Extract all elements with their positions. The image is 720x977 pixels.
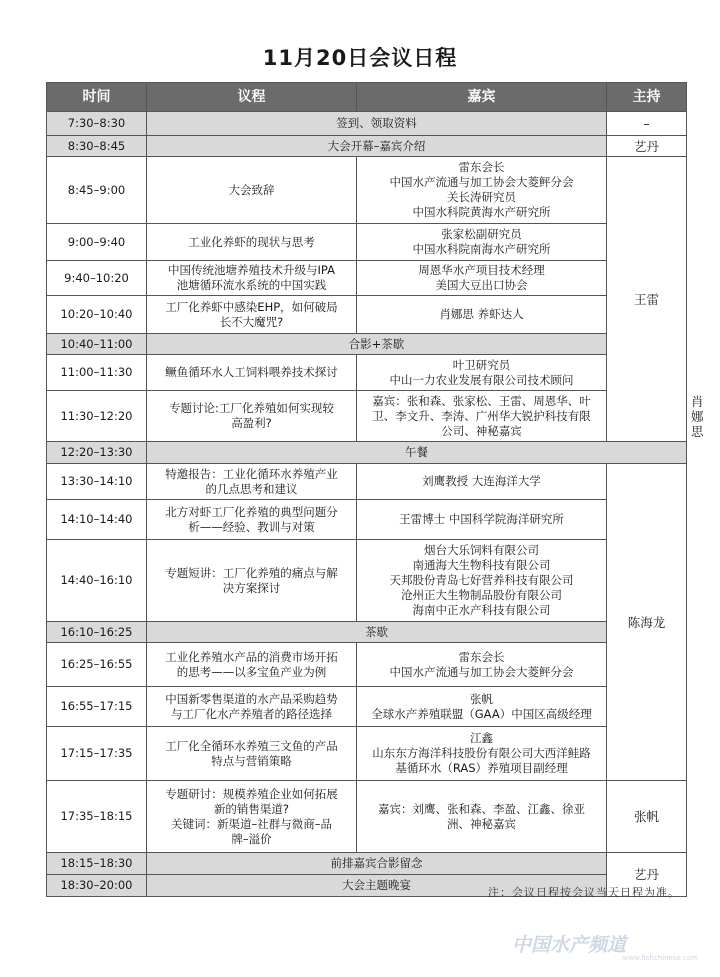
cell-line: 中国水产流通与加工协会大菱鲆分会: [389, 175, 574, 189]
table-row: [47, 540, 687, 622]
cell-line: 关键词：新渠道–社群与微商–品: [171, 816, 332, 831]
cell-line: 的思考——以多宝鱼产业为例: [176, 664, 327, 679]
row-band: 大会主题晚宴: [147, 875, 607, 897]
cell-line: 卫、李文升、李涛、广州华大锐护科技有限: [372, 408, 591, 423]
table-row: [47, 687, 687, 727]
row-time: 17:35–18:15: [47, 781, 147, 853]
row-band: 签到、领取资料: [147, 112, 607, 136]
cell-line: 全球水产养殖联盟（GAA）中国区高级经理: [371, 706, 592, 721]
cell-line: 专题短讲：工厂化养殖的痛点与解: [165, 565, 338, 580]
table-row: [47, 112, 687, 136]
row-time: 18:30–20:00: [47, 875, 147, 897]
page-title: 11月20日会议日程: [262, 46, 458, 70]
row-host: 张帆: [607, 781, 687, 853]
host-cell: 陈海龙: [607, 464, 687, 781]
watermark-logo: [512, 930, 702, 964]
row-guest: [357, 727, 607, 781]
row-topic: [147, 296, 357, 334]
table-row: [47, 853, 687, 875]
footnote: 注：会议日程按会议当天日程为准。: [488, 886, 680, 899]
row-time: 9:00–9:40: [47, 224, 147, 261]
cell-line: 工业化养虾的现状与思考: [188, 234, 315, 249]
cell-line: 天邦股份青岛七好营养科技有限公司: [389, 573, 574, 587]
cell-line: 叶卫研究员: [452, 357, 511, 372]
table-row: [47, 224, 687, 261]
cell-line: 北方对虾工厂化养殖的典型问题分: [165, 504, 338, 519]
header-row: [47, 83, 687, 112]
table-row: [47, 157, 687, 224]
cell-line: 南通海大生物科技有限公司: [412, 558, 551, 572]
cell-line: 关长涛研究员: [447, 190, 516, 204]
row-topic: [147, 540, 357, 622]
table-row: [47, 136, 687, 157]
row-guest: [357, 296, 607, 334]
row-time: 14:40–16:10: [47, 540, 147, 622]
header-guest: 嘉宾: [357, 83, 607, 112]
row-time: 12:20–13:30: [47, 442, 147, 464]
cell-line: 决方案探讨: [222, 580, 281, 595]
cell-line: 工厂化养虾中感染EHP，如何破局: [165, 299, 338, 314]
cell-line: 牌–溢价: [231, 831, 272, 846]
row-time: 17:15–17:35: [47, 727, 147, 781]
cell-line: 鳜鱼循环水人工饲料喂养技术探讨: [165, 365, 338, 379]
cell-line: 张家松副研究员: [441, 227, 522, 241]
row-time: 7:30–8:30: [47, 112, 147, 136]
table-row: [47, 442, 687, 464]
row-host: –: [607, 112, 687, 136]
cell-line: 专题讨论:工厂化养殖如何实现较: [169, 401, 334, 415]
cell-line: 中国新零售渠道的水产品采购趋势: [165, 691, 338, 706]
table-row: [47, 261, 687, 296]
row-topic: [147, 687, 357, 727]
cell-line: 特邀报告：工业化循环水养殖产业: [165, 466, 338, 481]
table-row: [47, 643, 687, 687]
cell-line: 大会致辞: [228, 182, 275, 197]
cell-line: 长不大魔咒?: [219, 314, 284, 329]
cell-line: 高盈利?: [231, 416, 272, 430]
cell-line: 中国传统池塘养殖技术升级与IPA: [168, 263, 335, 277]
row-topic: [147, 781, 357, 853]
cell-line: 池塘循环流水系统的中国实践: [176, 278, 327, 292]
row-guest: [357, 687, 607, 727]
row-band: 茶歇: [147, 622, 607, 643]
row-host: 艺丹: [607, 136, 687, 157]
cell-line: 雷东会长: [458, 649, 505, 664]
cell-line: 江鑫: [470, 731, 493, 745]
cell-line: 烟台大乐饲料有限公司: [424, 543, 539, 557]
watermark-sub: www.fishchinese.com: [622, 954, 698, 962]
row-time: 10:40–11:00: [47, 334, 147, 355]
cell-line: 沧州正大生物制品股份有限公司: [401, 588, 562, 602]
row-guest: [357, 157, 607, 224]
row-time: 16:55–17:15: [47, 687, 147, 727]
cell-line: 工厂化全循环水养殖三文鱼的产品: [165, 738, 338, 753]
cell-line: 嘉宾：刘鹰、张和森、李盈、江鑫、徐亚: [378, 801, 585, 816]
row-time: 13:30–14:10: [47, 464, 147, 500]
row-topic: [147, 355, 357, 391]
cell-line: 雷东会长: [458, 160, 505, 174]
cell-line: 特点与营销策略: [211, 753, 292, 768]
cell-line: 的几点思考和建议: [205, 481, 298, 496]
cell-line: 公司、神秘嘉宾: [441, 423, 522, 438]
row-guest: [357, 540, 607, 622]
header-host: 主持: [607, 83, 687, 112]
row-time: 11:00–11:30: [47, 355, 147, 391]
cell-line: 新的销售渠道?: [213, 801, 290, 816]
row-time: 18:15–18:30: [47, 853, 147, 875]
row-time: 14:10–14:40: [47, 500, 147, 540]
cell-line: 中国水产流通与加工协会大菱鲆分会: [389, 664, 574, 679]
cell-line: 专题研讨：规模养殖企业如何拓展: [165, 786, 338, 801]
cell-line: 嘉宾：张和森、张家松、王雷、周恩华、叶: [372, 393, 591, 408]
row-time: 10:20–10:40: [47, 296, 147, 334]
row-time: 9:40–10:20: [47, 261, 147, 296]
cell-line: 周恩华水产项目技术经理: [418, 263, 545, 277]
table-row: [47, 334, 687, 355]
row-topic: [147, 643, 357, 687]
row-guest: [357, 391, 607, 442]
header-time: 时间: [47, 83, 147, 112]
row-time: 8:45–9:00: [47, 157, 147, 224]
table-row: [47, 622, 687, 643]
watermark-text: 中国水产频道: [512, 934, 627, 956]
row-topic: [147, 500, 357, 540]
header-topic: 议程: [147, 83, 357, 112]
cell-line: 基循环水（RAS）养殖项目副经理: [395, 761, 568, 775]
row-guest: [357, 261, 607, 296]
row-topic: [147, 224, 357, 261]
table-row: [47, 781, 687, 853]
row-band: 前排嘉宾合影留念: [147, 853, 607, 875]
cell-line: 张帆: [470, 691, 493, 706]
row-guest: [357, 464, 607, 500]
cell-line: 肖娜思 养虾达人: [439, 307, 524, 321]
table-row: [47, 355, 687, 391]
host-cell: 艺丹: [607, 853, 687, 897]
cell-line: 洲、神秘嘉宾: [447, 816, 516, 831]
row-time: 8:30–8:45: [47, 136, 147, 157]
cell-line: 王雷博士 中国科学院海洋研究所: [399, 512, 564, 526]
row-topic: [147, 727, 357, 781]
row-band: 午餐: [147, 442, 687, 464]
row-guest: [357, 500, 607, 540]
row-band: 合影+茶歇: [147, 334, 607, 355]
table-row: 11:30–12:20 专题讨论:工厂化养殖如何实现较 高盈利? 嘉宾：张和森、张家松、王雷、周恩华、叶 卫、李文升、李涛、广州华大锐护科技有限 公司、神秘嘉宾 肖娜思: [47, 391, 687, 442]
cell-line: 析——经验、教训与对策: [188, 519, 315, 534]
row-topic: [147, 464, 357, 500]
row-guest: [357, 643, 607, 687]
row-guest: [357, 355, 607, 391]
row-time: 11:30–12:20: [47, 391, 147, 442]
cell-line: 工业化养殖水产品的消费市场开拓: [165, 649, 338, 664]
row-topic: [147, 261, 357, 296]
table-row: [47, 296, 687, 334]
table-row: [47, 464, 687, 500]
cell-line: 美国大豆出口协会: [435, 278, 528, 292]
row-topic: [147, 157, 357, 224]
agenda-table: [46, 82, 704, 897]
cell-line: 与工厂化水产养殖者的路径选择: [171, 706, 332, 721]
cell-line: 海南中正水产科技有限公司: [412, 603, 551, 617]
cell-line: 刘鹰教授 大连海洋大学: [422, 474, 541, 488]
row-guest: [357, 224, 607, 261]
cell-line: 中国水科院黄海水产研究所: [412, 205, 551, 219]
host-cell: 王雷: [607, 157, 687, 442]
cell-line: 中国水科院南海水产研究所: [412, 242, 551, 256]
row-guest: [357, 781, 607, 853]
table-row: [47, 500, 687, 540]
cell-line: 中山一力农业发展有限公司技术顾问: [389, 372, 574, 387]
row-topic: [147, 391, 357, 442]
row-time: 16:10–16:25: [47, 622, 147, 643]
cell-line: 山东东方海洋科技股份有限公司大西洋鲑路: [372, 746, 591, 760]
row-time: 16:25–16:55: [47, 643, 147, 687]
row-band: 大会开幕–嘉宾介绍: [147, 136, 607, 157]
table-row: [47, 727, 687, 781]
